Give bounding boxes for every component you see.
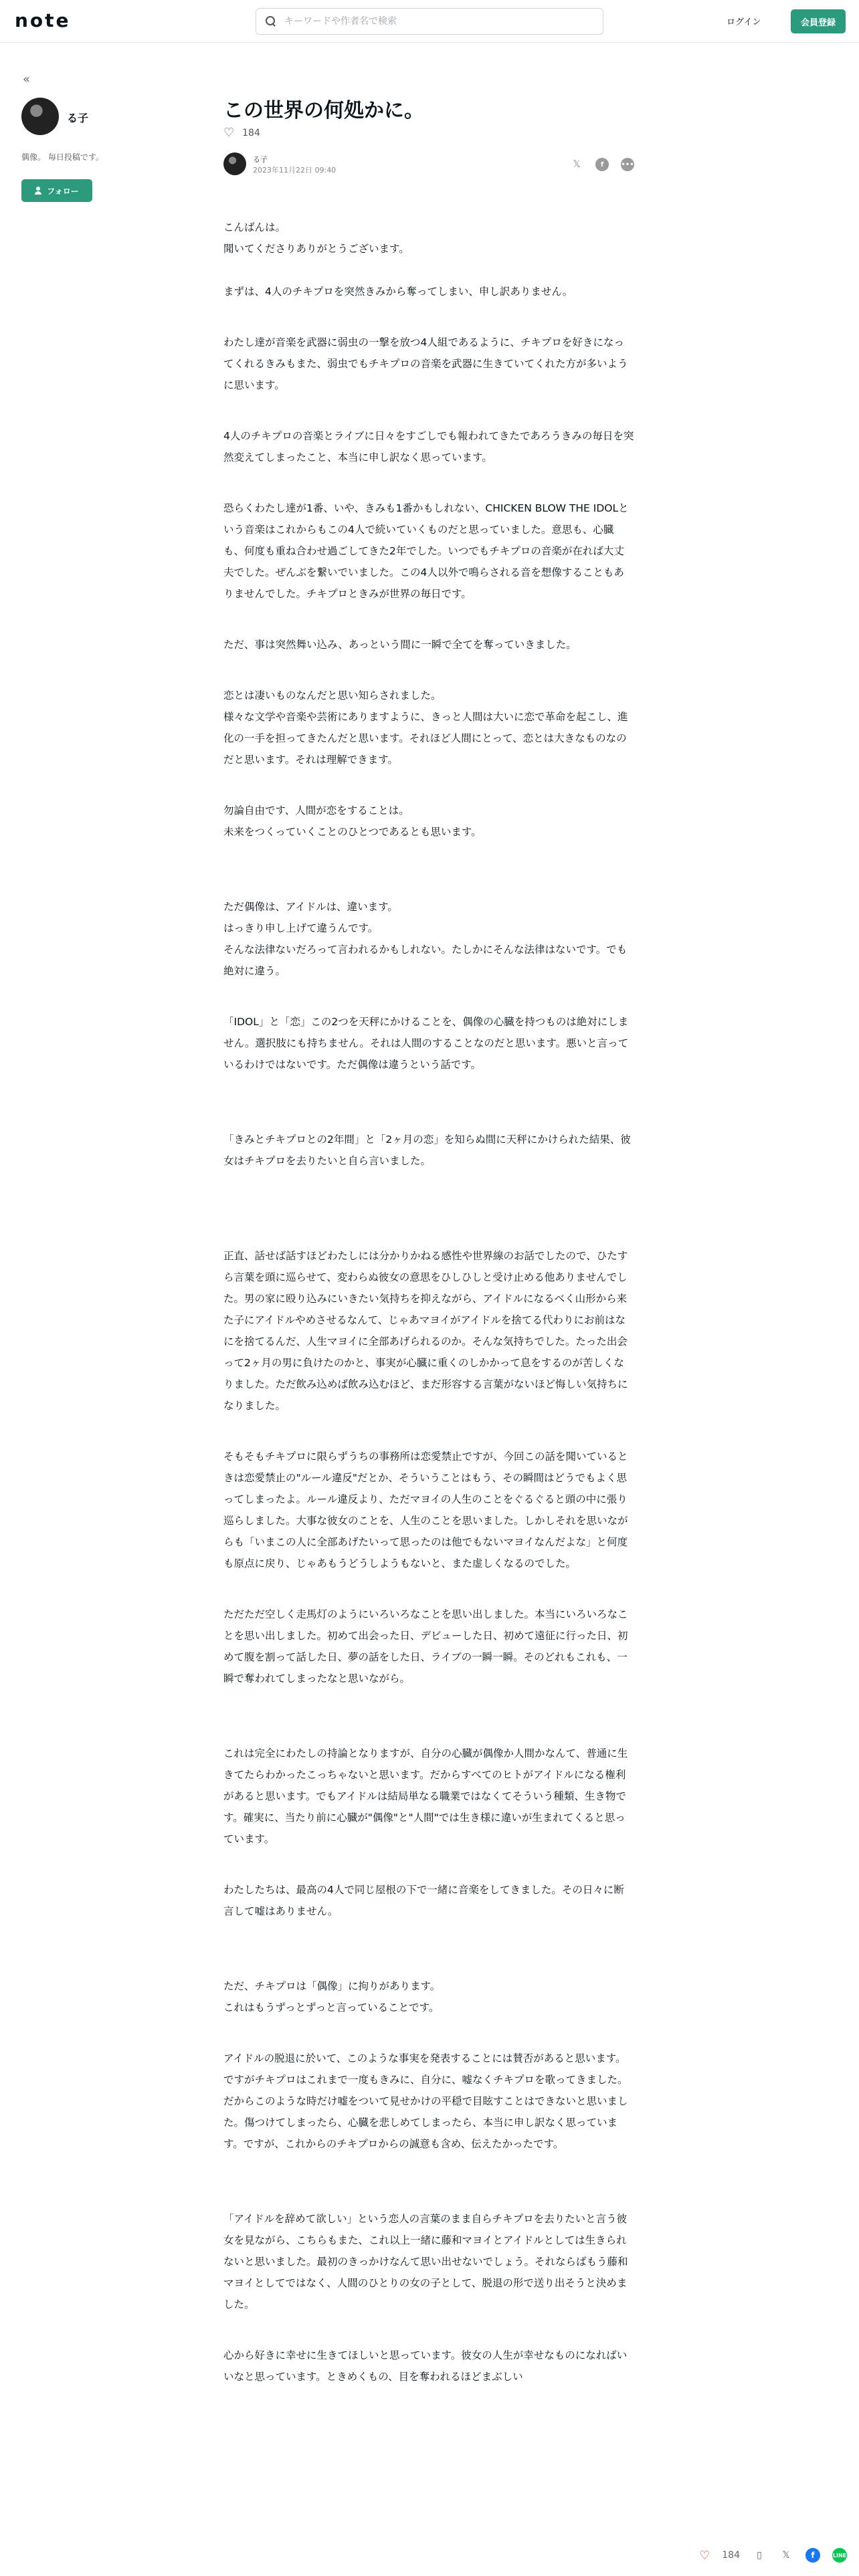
share-buttons bbox=[570, 158, 634, 171]
author-avatar[interactable] bbox=[21, 98, 59, 135]
person-add-icon bbox=[35, 187, 43, 195]
like-count: 184 bbox=[242, 127, 260, 138]
search-icon bbox=[266, 16, 276, 27]
x-share-icon[interactable]: 𝕏 bbox=[782, 2550, 790, 2561]
paragraph: わたしたちは、最高の4人で同じ屋根の下で一緒に音楽をしてきました。その日々に断言して嘘はありません。 bbox=[223, 1884, 624, 1917]
author-name[interactable]: る子 bbox=[67, 112, 89, 124]
bottom-like-count: 184 bbox=[722, 2550, 740, 2561]
note-logo[interactable]: note bbox=[15, 9, 71, 31]
article-body bbox=[223, 217, 634, 2409]
login-link[interactable]: ログイン bbox=[727, 17, 761, 27]
paragraph: そもそもチキプロに限らずうちの事務所は恋愛禁止ですが、今回この話を聞いているときは恋愛禁止の"ルール違反"だとか、そういうことはもう、その瞬間はどうでもよく思ってしまったよ。ルール違反より、ただマヨイの人生のことをぐるぐると頭の中に張り巡らしました。大事な彼女のことを、人生のことを思いました。しかしそれを思いながらも「いまこの人に全部あげたいって思ったのは他でもないマヨイなんだよな」と何度も原点に戻り、じゃあもうどうしようもないと、また虚しくなるのでした。 bbox=[223, 1451, 628, 1570]
author-name-small[interactable]: る子 bbox=[253, 155, 268, 164]
bottom-action-bar bbox=[699, 2548, 847, 2563]
paragraph: 「IDOL」と「恋」この2つを天秤にかけることを、偶像の心臓を持つものは絶対にしません。選択肢にも持ちません。それは人間のすることなのだと思います。悪いと言っているわけではないです。ただ偶像は違うという話です。 bbox=[223, 1016, 629, 1071]
heart-icon[interactable]: ♡ bbox=[699, 2548, 710, 2563]
signup-button[interactable]: 会員登録 bbox=[791, 9, 846, 33]
like-section bbox=[223, 126, 260, 140]
paragraph: 「きみとチキプロとの2年間」と「2ヶ月の恋」を知らぬ間に天秤にかけられた結果、彼女はチキプロを去りたいと自ら言いました。 bbox=[223, 1134, 631, 1167]
paragraph: ただ偶像は、アイドルは、違います。 はっきり申し上げて違うんです。 そんな法律ないだろって言われるかもしれない。たしかにそんな法律はないです。でも絶対に違う。 bbox=[223, 901, 628, 977]
follow-button[interactable] bbox=[21, 179, 92, 202]
author-bio: 偶像。 毎日投稿です。 bbox=[21, 152, 104, 162]
paragraph: 心から好きに幸せに生きてほしいと思っています。彼女の人生が幸せなものになればいいなと思っています。ときめくもの、目を奪われるほどまぶしい bbox=[223, 2349, 628, 2383]
collapse-sidebar-icon[interactable]: « bbox=[23, 72, 31, 86]
paragraph: 恐らくわたし達が1番、いや、きみも1番かもしれない、CHICKEN BLOW THE IDOLという音楽はこれからもこの4人で続いていくものだと思っていました。意思も、心臓も、何度も重ね合わせ過ごしてきた2年でした。いつでもチキプロの音楽が在れば大丈夫でした。ぜんぶを繋いでいました。この4人以外で鳴らされる音を想像することもありませんでした。チキプロときみが世界の毎日です。 bbox=[223, 502, 629, 600]
x-share-icon[interactable]: 𝕏 bbox=[573, 159, 581, 170]
author-avatar-small[interactable] bbox=[223, 152, 246, 175]
paragraph: 「アイドルを辞めて欲しい」という恋人の言葉のまま自らチキプロを去りたいと言う彼女を見ながら、こちらもまた、これ以上一緒に藤和マヨイとアイドルとしては生きられないと思いました。最初のきっかけなんて思い出せないでしょう。それならばもう藤和マヨイとしてではなく、人間のひとりの女の子として、脱退の形で送り出そうと決めました。 bbox=[223, 2213, 628, 2311]
site-header bbox=[0, 0, 859, 43]
line-share-icon[interactable]: LINE bbox=[832, 2548, 847, 2563]
facebook-share-icon[interactable]: f bbox=[805, 2548, 820, 2563]
paragraph: ただただ空しく走馬灯のようにいろいろなことを思い出しました。本当にいろいろなことを思い出しました。初めて出会った日、デビューした日、初めて遠征に行った日、初めて腹を割って話した日、夢の話をした日、ライブの一瞬一瞬。そのどれもこれも、一瞬で奪われてしまったなと思いながら。 bbox=[223, 1608, 628, 1685]
paragraph: わたし達が音楽を武器に弱虫の一撃を放つ4人組であるように、チキプロを好きになってくれるきみもまた、弱虫でもチキプロの音楽を武器に生きていてくれた方が多いように思います。 bbox=[223, 336, 628, 391]
paragraph: まずは、4人のチキプロを突然きみから奪ってしまい、申し訳ありません。 bbox=[223, 286, 573, 298]
follow-label: フォロー bbox=[47, 186, 79, 196]
paragraph: 恋とは凄いものなんだと思い知らされました。 様々な文学や音楽や芸術にありますように、きっと人間は大いに恋で革命を起こし、進化の一手を担ってきたんだと思います。それほど人間にとって、恋とは大きなものなのだと思います。それは理解できます。 bbox=[223, 689, 628, 766]
paragraph: 正直、話せば話すほどわたしには分かりかねる感性や世界線のお話でしたので、ひたすら言葉を頭に巡らせて、変わらぬ彼女の意思をひしひしと受け止める他ありませんでした。男の家に殴り込みにいきたい気持ちを抑えながら、アイドルになるべく山形から来た子にアイドルやめさせるなんて、じゃあマヨイがアイドルを捨てる代わりにお前はなにを捨てるんだ、人生マヨイに全部あげられるのか。そんな気持ちでした。たった出会って2ヶ月の男に負けたのかと、事実が心臓に重くのしかかって息をするのが苦しくなりました。ただ飲み込めば飲み込むほど、まだ形容する言葉がないほど悔しい気持ちになりました。 bbox=[223, 1250, 628, 1412]
paragraph: ただ、事は突然舞い込み、あっという間に一瞬で全てを奪っていきました。 bbox=[223, 639, 577, 651]
paragraph: 4人のチキプロの音楽とライブに日々をすごしでも報われてきたであろうきみの毎日を突然変えてしまったこと、本当に申し訳なく思っています。 bbox=[223, 430, 634, 463]
search-input[interactable] bbox=[284, 16, 592, 27]
paragraph: こんばんは。 聞いてくださりありがとうございます。 bbox=[223, 221, 409, 255]
article-title: この世界の何処かに。 bbox=[223, 99, 424, 122]
search-box[interactable] bbox=[256, 8, 603, 35]
paragraph: 勿論自由です、人間が恋をすることは。 未来をつくっていくことのひとつであるとも思います。 bbox=[223, 804, 482, 838]
paragraph: ただ、チキプロは「偶像」に拘りがあります。 これはもうずっとずっと言っていることです。 bbox=[223, 1980, 441, 2014]
paragraph: これは完全にわたしの持論となりますが、自分の心臓が偶像か人間かなんて、普通に生きてたらわかったこっちゃないと思います。だからすべてのヒトがアイドルになる権利があると思います。でもアイドルは結局単なる職業ではなくてそういう種類、生き物です。確実に、当たり前に心臓が"偶像"と"人間"では生き様に違いが生まれてくると思っています。 bbox=[223, 1747, 628, 1845]
article-meta bbox=[223, 152, 634, 179]
publish-date: 2023年11月22日 09:40 bbox=[253, 166, 337, 175]
paragraph: アイドルの脱退に於いて、このような事実を発表することには賛否があると思います。ですがチキプロはこれまで一度もきみに、自分に、嘘なくチキプロを歌ってきました。だからこのような時だけ嘘をついて見せかけの平穏で目眩すことはできないと思いました。傷つけてしまったら、心臓を悲しめてしまったら、本当に申し訳なく思っています。ですが、これからのチキプロからの誠意も含め、伝えたかったです。 bbox=[223, 2052, 628, 2150]
line-share-icon[interactable]: ••• bbox=[621, 158, 634, 171]
heart-icon[interactable]: ♡ bbox=[223, 126, 235, 140]
facebook-share-icon[interactable]: f bbox=[595, 158, 609, 171]
magazine-icon[interactable]: ▯ bbox=[757, 2550, 762, 2561]
